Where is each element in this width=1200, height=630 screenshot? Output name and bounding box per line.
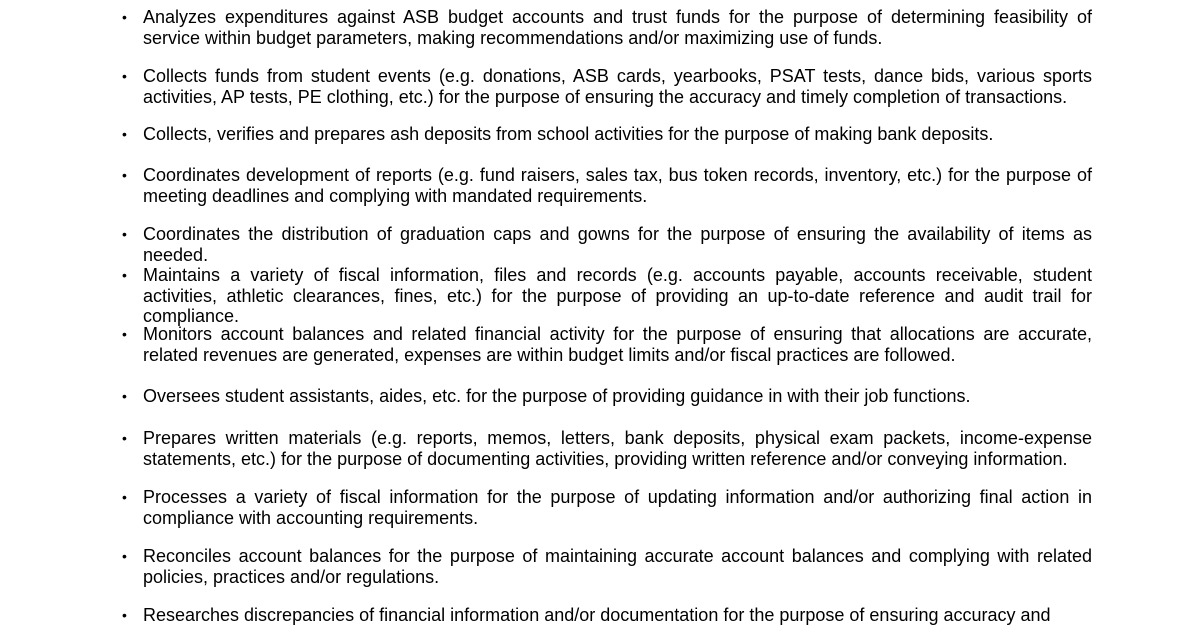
list-item (122, 265, 1092, 327)
list-item (122, 165, 1092, 206)
list-item (122, 124, 1092, 145)
list-item-text: Prepares written materials (e.g. reports, memos, letters, bank deposits, physical exam packets, income-expense statements, etc.) for the purpose of documenting activities, providing written reference and/or conveying information. (143, 428, 1092, 469)
bullet: • (122, 430, 127, 446)
list-item-text: Researches discrepancies of financial information and/or documentation for the purpose of ensuring accuracy and (143, 605, 1051, 625)
list-item-text: Coordinates the distribution of graduation caps and gowns for the purpose of ensuring the availability of items as needed. (143, 224, 1092, 265)
list-item-text: Coordinates development of reports (e.g. fund raisers, sales tax, bus token records, inventory, etc.) for the purpose of meeting deadlines and complying with mandated requirements. (143, 165, 1092, 206)
list-item-text: Collects, verifies and prepares ash deposits from school activities for the purpose of making bank deposits. (143, 124, 994, 144)
list-item (122, 7, 1092, 48)
bullet: • (122, 68, 127, 84)
list-item-text: Analyzes expenditures against ASB budget accounts and trust funds for the purpose of determining feasibility of service within budget parameters, making recommendations and/or maximizing use of funds. (143, 7, 1092, 48)
list-item (122, 428, 1092, 469)
list-item-text: Oversees student assistants, aides, etc. for the purpose of providing guidance in with their job functions. (143, 386, 971, 406)
list-item (122, 386, 1092, 407)
bullet: • (122, 167, 127, 183)
bullet: • (122, 548, 127, 564)
list-item (122, 605, 1092, 626)
list-item (122, 66, 1092, 107)
bullet: • (122, 267, 127, 283)
list-item-text: Collects funds from student events (e.g. donations, ASB cards, yearbooks, PSAT tests, dance bids, various sports activities, AP tests, PE clothing, etc.) for the purpose of ensuring the accuracy and timely completion of transactions. (143, 66, 1092, 107)
bullet: • (122, 126, 127, 142)
list-item (122, 487, 1092, 528)
list-item (122, 324, 1092, 365)
bullet: • (122, 326, 127, 342)
bullet: • (122, 226, 127, 242)
list-item (122, 224, 1092, 265)
list-item-text: Maintains a variety of fiscal information, files and records (e.g. accounts payable, accounts receivable, student activities, athletic clearances, fines, etc.) for the purpose of providing an up-to-date reference and audit trail for compliance. (143, 265, 1092, 326)
list-item-text: Processes a variety of fiscal information for the purpose of updating information and/or authorizing final action in compliance with accounting requirements. (143, 487, 1092, 528)
list-item (122, 546, 1092, 587)
bullet: • (122, 388, 127, 404)
bullet: • (122, 607, 127, 623)
list-item-text: Monitors account balances and related financial activity for the purpose of ensuring that allocations are accurate, related revenues are generated, expenses are within budget limits and/or fiscal practices are followed. (143, 324, 1092, 365)
bullet: • (122, 489, 127, 505)
bullet: • (122, 9, 127, 25)
list-item-text: Reconciles account balances for the purpose of maintaining accurate account balances and complying with related policies, practices and/or regulations. (143, 546, 1092, 587)
